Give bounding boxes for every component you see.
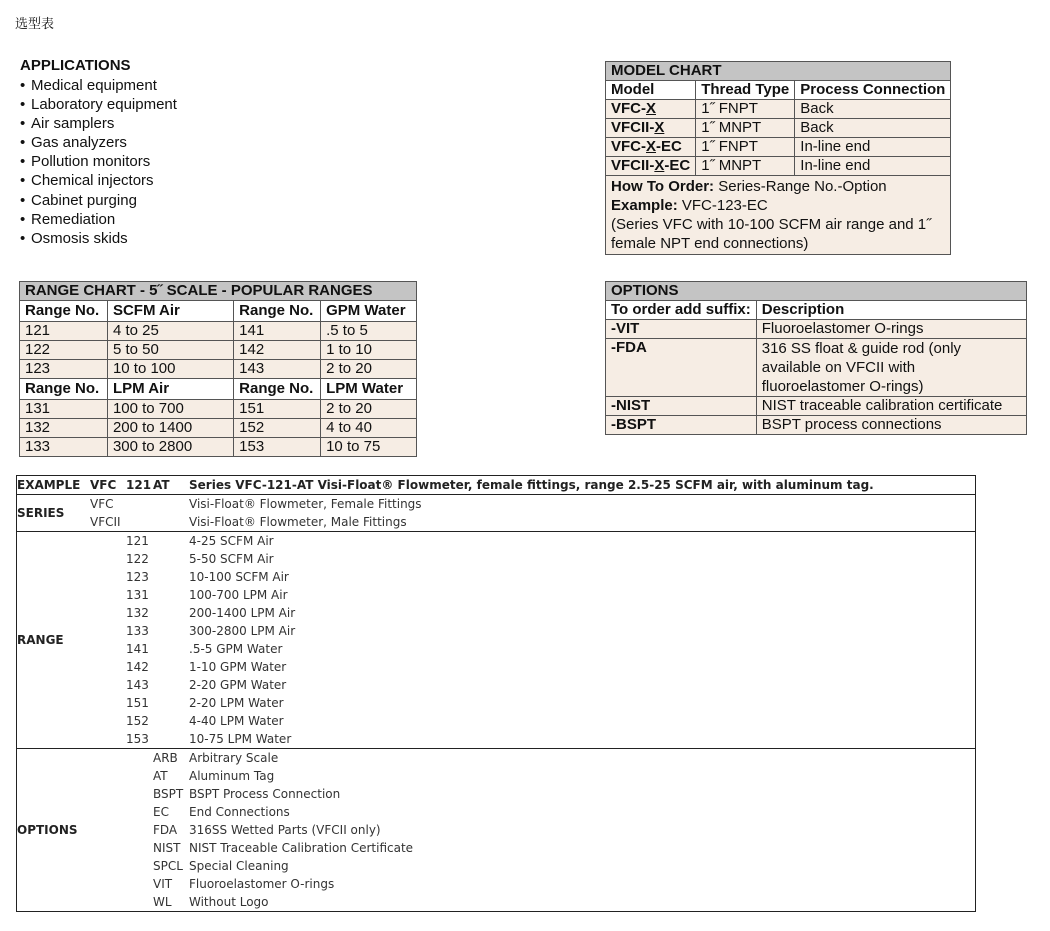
model-thread-cell: 1˝ FNPT [696,100,795,119]
og-range-text: 100-700 LPM Air [189,588,288,602]
application-item [20,171,320,190]
og-range-text: 4-40 LPM Water [189,714,284,728]
range-cell: 2 to 20 [321,360,417,379]
application-text: Remediation [31,210,116,228]
og-option-code: NIST [153,841,181,855]
range-cell: 100 to 700 [107,400,233,419]
range-header-cell: LPM Water [321,379,417,400]
model-header-cell: Process Connection [795,81,951,100]
model-chart-title: MODEL CHART [606,62,951,81]
og-series-code: VFC [90,497,114,511]
og-option-code: AT [153,769,168,783]
range-cell: 5 to 50 [107,341,233,360]
range-chart-title: RANGE CHART - 5˝ SCALE - POPULAR RANGES [20,282,417,301]
og-options-row [17,749,975,911]
bullet-icon: • [20,77,26,94]
og-range-code: 153 [126,732,149,746]
range-cell: 122 [20,341,108,360]
range-cell: 10 to 100 [107,360,233,379]
options-chart-table [605,281,1027,435]
bullet-icon: • [20,115,26,133]
how-to-order-block: How To Order: Series-Range No.-Option Example: VFC-123-EC (Series VFC with 10-100 SCFM air range and 1˝ female NPT end connections) [606,176,951,255]
og-range-text: 5-50 SCFM Air [189,552,274,566]
og-option-code: VIT [153,877,173,891]
application-text: Laboratory equipment [31,96,177,114]
bullet-icon: • [20,134,26,152]
applications-list [20,76,320,248]
og-range-text: .5-5 GPM Water [189,642,283,656]
model-name-cell: VFCII-X-EC [606,157,696,176]
model-name-cell: VFCII-X [606,119,696,138]
og-options-label: OPTIONS [17,823,78,837]
og-option-code: SPCL [153,859,183,873]
application-text: Chemical injectors [31,172,154,190]
og-option-text: End Connections [189,805,290,819]
model-connection-cell: In-line end [795,157,951,176]
og-example-row [17,476,975,495]
range-cell: 10 to 75 [321,438,417,457]
options-chart-title: OPTIONS [606,282,1027,301]
application-text: Pollution monitors [31,153,151,171]
option-suffix-cell: -FDA [606,339,757,397]
application-text: Air samplers [31,115,115,133]
og-example-label: EXAMPLE [17,478,81,492]
og-option-text: Special Cleaning [189,859,289,873]
range-header-cell: SCFM Air [107,301,233,322]
model-name-cell: VFC-X [606,100,696,119]
range-cell: 121 [20,322,108,341]
option-description-cell: 316 SS float & guide rod (only available on VFCII with fluoroelastomer O-rings) [756,339,1026,397]
model-connection-cell: Back [795,100,951,119]
range-header-cell: Range No. [234,301,321,322]
range-header-cell: GPM Water [321,301,417,322]
bullet-icon: • [20,153,26,171]
range-header-cell: Range No. [234,379,321,400]
model-name-cell: VFC-X-EC [606,138,696,157]
range-header-cell: Range No. [20,379,108,400]
range-cell: 142 [234,341,321,360]
option-description-cell: NIST traceable calibration certificate [756,397,1026,416]
og-range-text: 300-2800 LPM Air [189,624,296,638]
range-header-cell: Range No. [20,301,108,322]
range-cell: 132 [20,419,108,438]
application-item [20,133,320,152]
og-example-range: 121 [126,478,152,492]
option-description-cell: BSPT process connections [756,416,1026,435]
options-header-cell: To order add suffix: [606,301,757,320]
range-cell: 1 to 10 [321,341,417,360]
og-option-text: BSPT Process Connection [189,787,341,801]
application-item [20,210,320,229]
og-range-row [17,532,975,749]
application-item [20,95,320,114]
bullet-icon: • [20,210,26,228]
application-text: Medical equipment [31,77,157,94]
range-cell: 141 [234,322,321,341]
og-series-label: SERIES [17,506,65,520]
og-range-text: 10-100 SCFM Air [189,570,289,584]
range-cell: 133 [20,438,108,457]
application-item [20,152,320,171]
og-range-code: 141 [126,642,149,656]
og-range-code: 151 [126,696,149,710]
og-range-code: 132 [126,606,149,620]
og-range-code: 152 [126,714,149,728]
range-cell: 200 to 1400 [107,419,233,438]
og-series-row [17,495,975,532]
og-range-text: 10-75 LPM Water [189,732,292,746]
og-example-series: VFC [90,478,117,492]
application-item [20,191,320,210]
model-thread-cell: 1˝ MNPT [696,119,795,138]
og-range-text: 2-20 LPM Water [189,696,284,710]
bullet-icon: • [20,96,26,114]
bullet-icon: • [20,172,26,190]
og-range-code: 142 [126,660,149,674]
range-cell: 4 to 25 [107,322,233,341]
application-text: Gas analyzers [31,134,127,152]
model-thread-cell: 1˝ MNPT [696,157,795,176]
application-text: Cabinet purging [31,191,137,209]
options-header-cell: Description [756,301,1026,320]
applications-title: APPLICATIONS [20,57,131,74]
application-item [20,114,320,133]
application-text: Osmosis skids [31,229,128,247]
og-range-code: 143 [126,678,149,692]
og-option-code: WL [153,895,172,909]
option-suffix-cell: -VIT [606,320,757,339]
og-option-text: NIST Traceable Calibration Certificate [189,841,414,855]
option-suffix-cell: -BSPT [606,416,757,435]
og-example-option: AT [153,478,170,492]
range-cell: .5 to 5 [321,322,417,341]
range-cell: 2 to 20 [321,400,417,419]
model-chart-table [605,61,951,255]
og-range-text: 2-20 GPM Water [189,678,287,692]
og-range-text: 1-10 GPM Water [189,660,287,674]
og-option-code: EC [153,805,169,819]
og-range-code: 121 [126,534,149,548]
model-connection-cell: In-line end [795,138,951,157]
page-heading: 选型表 [15,17,55,32]
range-cell: 153 [234,438,321,457]
og-range-code: 131 [126,588,149,602]
og-series-code: VFCII [90,515,121,529]
model-thread-cell: 1˝ FNPT [696,138,795,157]
application-item [20,229,320,248]
og-range-code: 123 [126,570,149,584]
range-cell: 143 [234,360,321,379]
og-option-code: ARB [153,751,178,765]
model-header-cell: Thread Type [696,81,795,100]
og-series-text: Visi-Float® Flowmeter, Female Fittings [189,497,422,511]
bullet-icon: • [20,191,26,209]
range-chart-table [19,281,417,457]
og-range-label: RANGE [17,633,64,647]
og-option-text: Without Logo [189,895,269,909]
example-note: (Series VFC with 10-100 SCFM air range and 1˝ female NPT end connections) [611,216,932,252]
og-range-text: 4-25 SCFM Air [189,534,274,548]
model-connection-cell: Back [795,119,951,138]
ordering-grid [16,475,976,912]
range-cell: 131 [20,400,108,419]
og-option-text: Fluoroelastomer O-rings [189,877,335,891]
og-example-text: Series VFC-121-AT Visi-Float® Flowmeter, female fittings, range 2.5-25 SCFM air, with aluminum tag. [189,478,874,492]
og-series-text: Visi-Float® Flowmeter, Male Fittings [189,515,407,529]
range-cell: 123 [20,360,108,379]
og-range-code: 122 [126,552,149,566]
og-range-code: 133 [126,624,149,638]
application-item [20,76,320,95]
model-header-cell: Model [606,81,696,100]
range-header-cell: LPM Air [107,379,233,400]
range-cell: 152 [234,419,321,438]
og-option-code: BSPT [153,787,184,801]
option-description-cell: Fluoroelastomer O-rings [756,320,1026,339]
applications-section [20,57,320,248]
og-option-code: FDA [153,823,178,837]
range-cell: 151 [234,400,321,419]
og-range-text: 200-1400 LPM Air [189,606,296,620]
range-cell: 300 to 2800 [107,438,233,457]
og-option-text: Aluminum Tag [189,769,275,783]
og-option-text: 316SS Wetted Parts (VFCII only) [189,823,381,837]
og-option-text: Arbitrary Scale [189,751,279,765]
bullet-icon: • [20,229,26,247]
range-cell: 4 to 40 [321,419,417,438]
option-suffix-cell: -NIST [606,397,757,416]
